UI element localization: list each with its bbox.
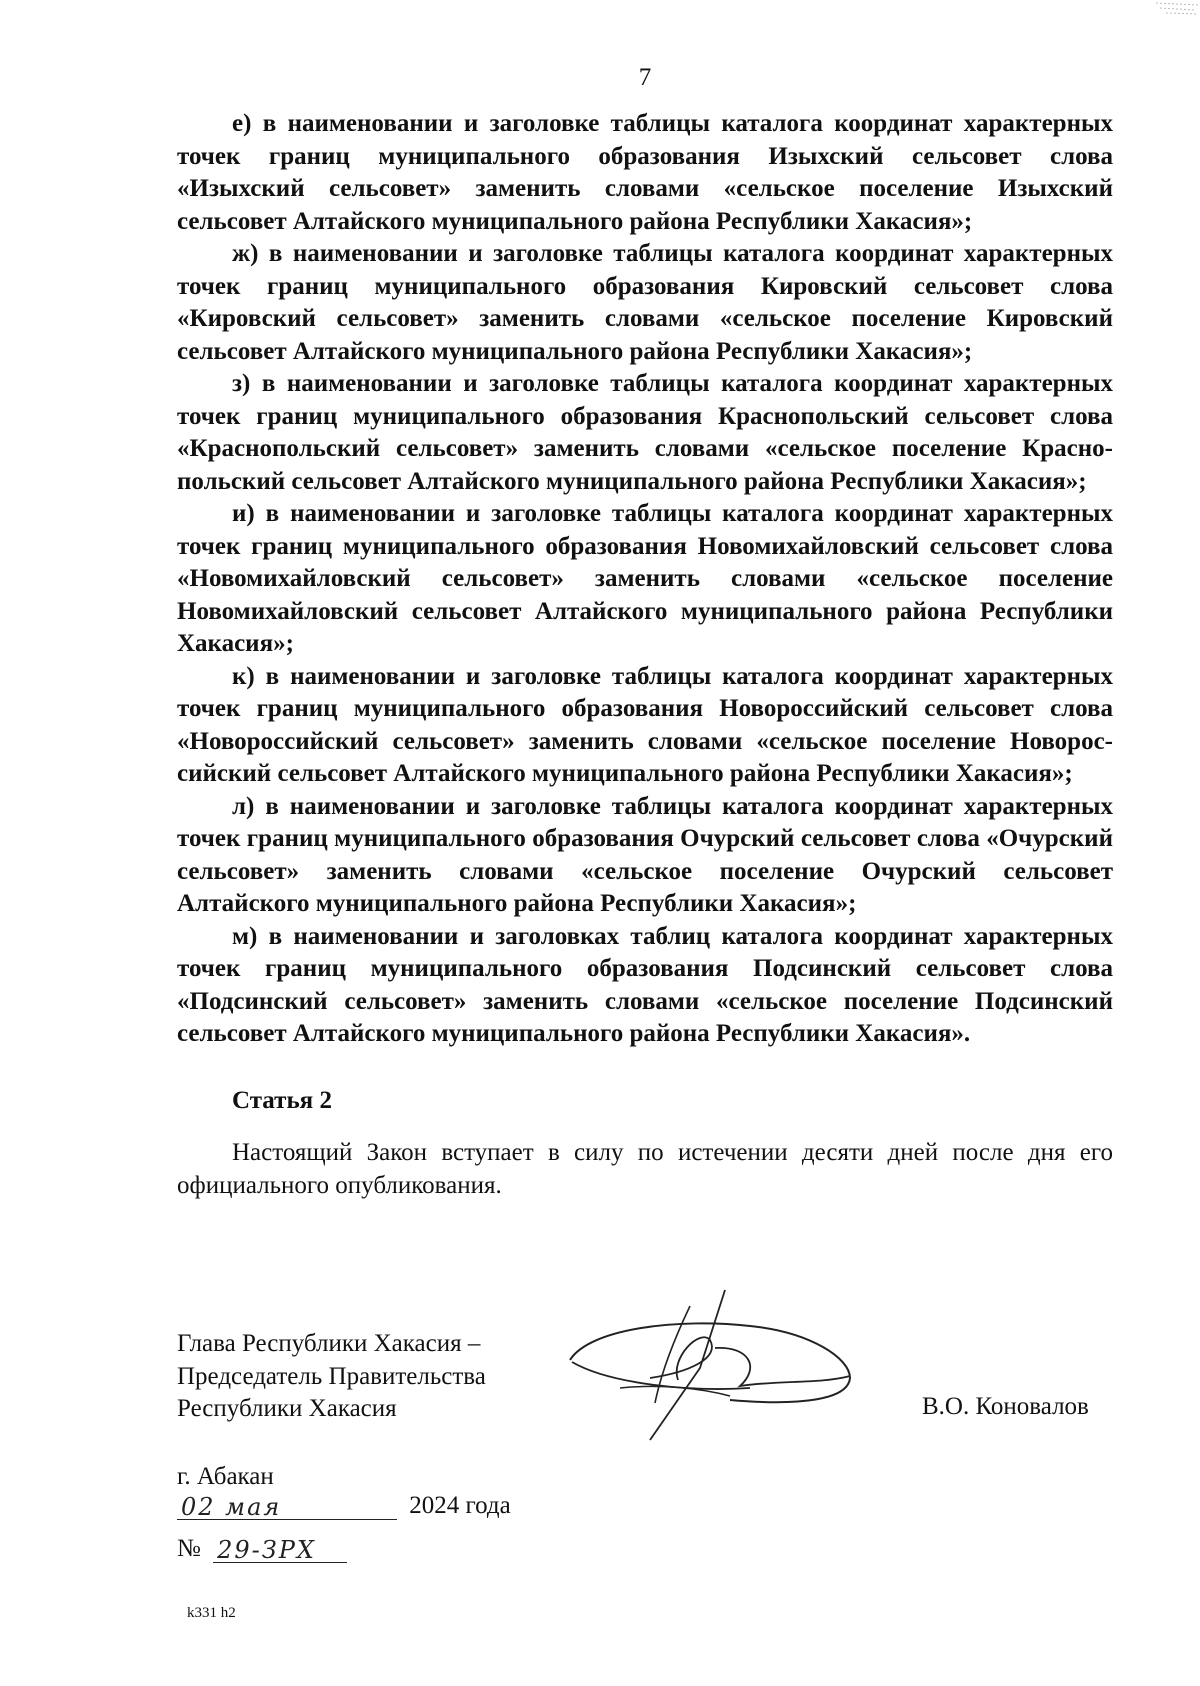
paragraph-e: е) в наименовании и заголовке таблицы каталога координат характерных точек границ муниципального образования Изыхский сельсовет слова «Изыхский сельсовет» заменить словами «сельское поселение Изыхский сельсовет Алтайского муниципального района Республики Хакасия»; <box>177 110 1113 235</box>
handwritten-number: 29-ЗРХ <box>217 1536 316 1564</box>
signature <box>550 1288 910 1448</box>
paragraph-i: и) в наименовании и заголовке таблицы каталога координат характерных точек границ муниципального образования Новомихайловский сельсовет слова «Новомихайловский сельсовет» заменить словами «сельское поселение Новомихайловский сельсовет Алтайского муниципального района Республики Хакасия»; <box>177 500 1113 657</box>
date-blank <box>177 1493 397 1520</box>
paragraph-zh: ж) в наименовании и заголовке таблицы каталога координат характерных точек границ муниципального образования Кировский сельсовет слова «Кировский сельсовет» заменить словами «сельское поселение Кировский сельсовет Алтайского муниципального района Республики Хакасия»; <box>177 240 1113 365</box>
footer-code: k331 h2 <box>187 1605 236 1621</box>
signer-title-line: Глава Республики Хакасия – <box>177 1330 481 1357</box>
handwritten-date: 02 мая <box>181 1493 282 1521</box>
page-number: 7 <box>638 64 652 91</box>
signer-name: В.О. Коновалов <box>922 1393 1089 1420</box>
article-heading: Статья 2 <box>232 1087 332 1114</box>
article-paragraph: Настоящий Закон вступает в силу по истечении десяти дней после дня его официального опубликования. <box>177 1139 1113 1199</box>
paragraph-k: к) в наименовании и заголовке таблицы каталога координат характерных точек границ муниципального образования Новороссийский сельсовет слова «Новороссийский сельсовет» заменить словами «сельское поселение Новороссийский сельсовет Алтайского муниципального района Республики Хакасия»; <box>177 662 1113 787</box>
date-year: 2024 года <box>409 1492 511 1519</box>
number-sign: № <box>177 1535 201 1562</box>
paragraph-z: з) в наименовании и заголовке таблицы каталога координат характерных точек границ муниципального образования Краснопольский сельсовет слова «Краснопольский сельсовет» заменить словами «сельское поселение Краснопольский сельсовет Алтайского муниципального района Республики Хакасия»; <box>177 370 1113 495</box>
scan-artifact <box>1154 0 1200 16</box>
paragraph-m: м) в наименовании и заголовках таблиц каталога координат характерных точек границ муниципального образования Подсинский сельсовет слова «Подсинский сельсовет» заменить словами «сельское поселение Подсинский сельсовет Алтайского муниципального района Республики Хакасия». <box>177 922 1113 1047</box>
number-blank <box>213 1536 347 1563</box>
signer-title-line: Республики Хакасия <box>177 1395 397 1422</box>
signing-date <box>177 1492 511 1520</box>
signer-title <box>177 1328 486 1426</box>
signer-title-line: Председатель Правительства <box>177 1362 486 1390</box>
article-text <box>177 1137 1113 1202</box>
paragraph-l: л) в наименовании и заголовке таблицы каталога координат характерных точек границ муниципального образования Очурский сельсовет слова «Очурский сельсовет» заменить словами «сельское поселение Очурский сельсовет Алтайского муниципального района Республики Хакасия»; <box>177 792 1113 917</box>
place-of-signing: г. Абакан <box>177 1463 274 1490</box>
law-number <box>177 1535 347 1563</box>
amendments-list <box>177 108 1113 1051</box>
